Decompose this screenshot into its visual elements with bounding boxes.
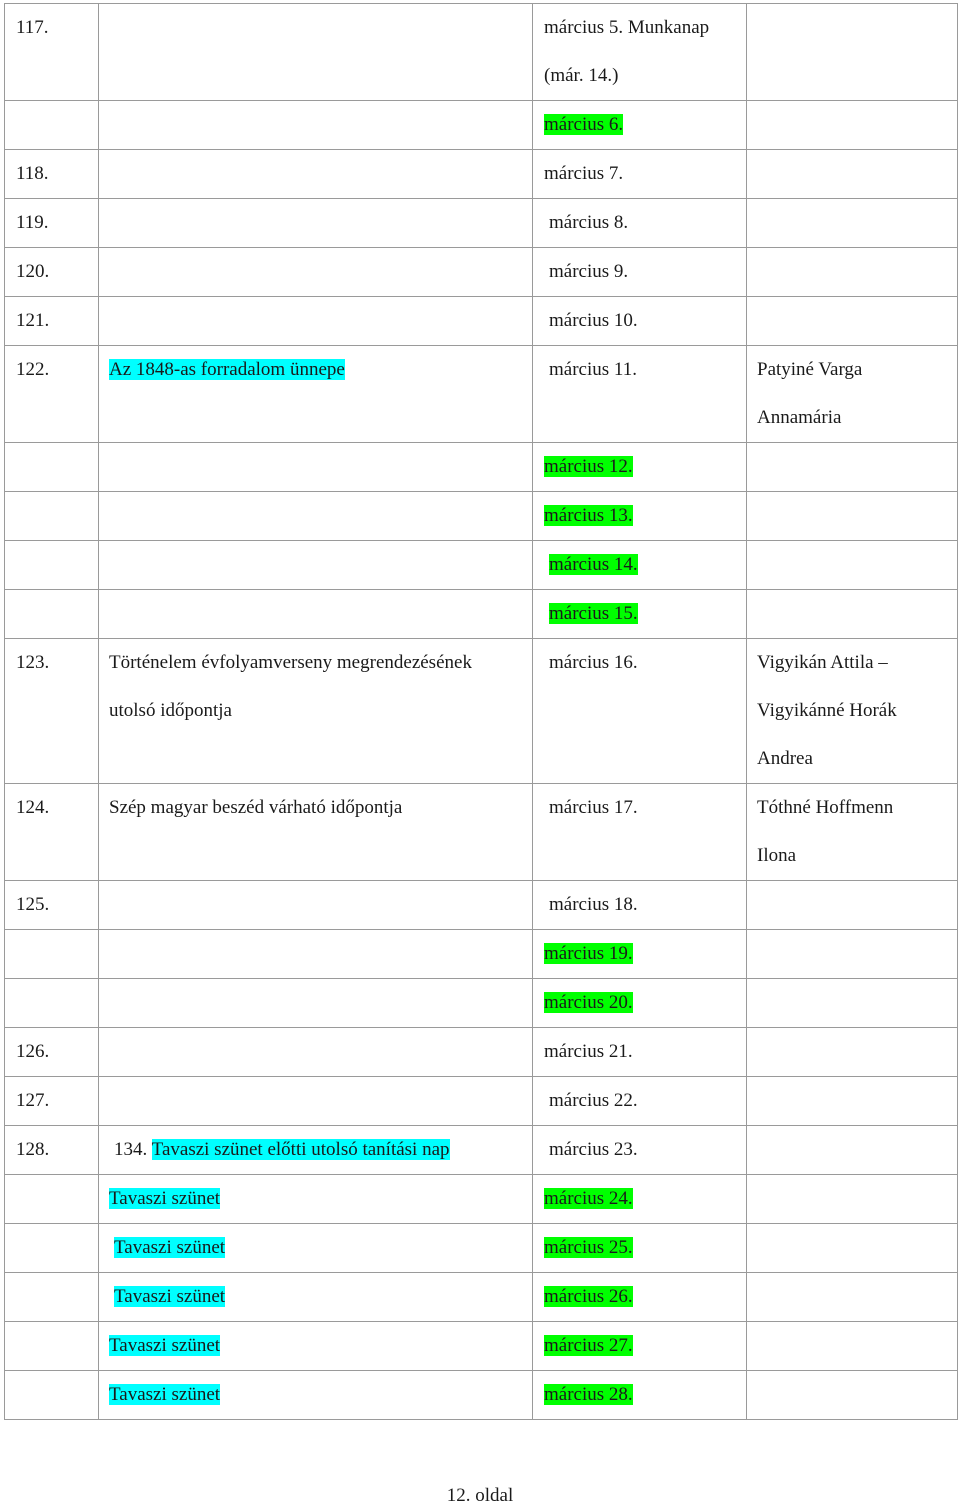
row-number: 120. <box>16 261 50 282</box>
table-row <box>5 248 958 297</box>
table-row <box>5 784 958 881</box>
date-text: március 24. <box>544 1188 633 1209</box>
table-row <box>5 492 958 541</box>
date-text: március 14. <box>549 554 638 575</box>
event-text: Tavaszi szünet <box>114 1286 226 1307</box>
date-text: március 25. <box>544 1237 633 1258</box>
date-text: március 21. <box>544 1041 633 1062</box>
row-number: 119. <box>16 212 49 233</box>
event-text: Tavaszi szünet <box>109 1384 221 1405</box>
date-text: március 28. <box>544 1384 633 1405</box>
table-row <box>5 1371 958 1420</box>
event-text: utolsó időpontja <box>109 700 232 721</box>
date-text: március 9. <box>549 261 629 282</box>
date-text: március 23. <box>549 1139 638 1160</box>
table-row <box>5 541 958 590</box>
row-number: 123. <box>16 652 50 673</box>
row-number: 125. <box>16 894 50 915</box>
date-text: március 11. <box>549 359 637 380</box>
row-number: 127. <box>16 1090 50 1111</box>
event-text: Történelem évfolyamverseny megrendezésének <box>109 652 472 673</box>
date-text: március 17. <box>549 797 638 818</box>
event-text: Az 1848-as forradalom ünnepe <box>109 359 345 380</box>
date-text: március 12. <box>544 456 633 477</box>
table-row <box>5 979 958 1028</box>
date-text: március 16. <box>549 652 638 673</box>
responsible-text: Tóthné Hoffmenn <box>757 797 894 818</box>
date-text: március 18. <box>549 894 638 915</box>
event-text: Tavaszi szünet <box>109 1335 221 1356</box>
date-text: március 20. <box>544 992 633 1013</box>
row-number: 117. <box>16 17 49 38</box>
table-row <box>5 4 958 101</box>
responsible-text: Annamária <box>757 407 842 428</box>
table-row <box>5 199 958 248</box>
table-row <box>5 1322 958 1371</box>
row-number: 121. <box>16 310 50 331</box>
event-text: Tavaszi szünet <box>114 1237 226 1258</box>
row-number: 122. <box>16 359 50 380</box>
row-number: 128. <box>16 1139 50 1160</box>
row-number: 118. <box>16 163 49 184</box>
table-row <box>5 443 958 492</box>
event-text: Szép magyar beszéd várható időpontja <box>109 797 403 818</box>
table-row <box>5 297 958 346</box>
row-number: 124. <box>16 797 50 818</box>
table-row <box>5 590 958 639</box>
row-number: 126. <box>16 1041 50 1062</box>
event-text: Tavaszi szünet <box>109 1188 221 1209</box>
date-text: március 27. <box>544 1335 633 1356</box>
event-prefix: 134. <box>114 1139 148 1160</box>
date-text: március 8. <box>549 212 629 233</box>
event-text: Tavaszi szünet előtti utolsó tanítási nap <box>151 1139 450 1160</box>
date-text: március 26. <box>544 1286 633 1307</box>
date-text: március 7. <box>544 163 624 184</box>
table-row <box>5 1126 958 1175</box>
table-row <box>5 930 958 979</box>
date-text: március 6. <box>544 114 624 135</box>
table-row <box>5 639 958 784</box>
date-text: március 10. <box>549 310 638 331</box>
table-row <box>5 1224 958 1273</box>
table-row <box>5 1028 958 1077</box>
table-row <box>5 1077 958 1126</box>
table-row <box>5 346 958 443</box>
responsible-text: Patyiné Varga <box>757 359 863 380</box>
table-row <box>5 101 958 150</box>
date-text: március 19. <box>544 943 633 964</box>
schedule-table <box>4 3 958 1420</box>
table-row <box>5 881 958 930</box>
responsible-text: Vigyikánné Horák <box>757 700 897 721</box>
table-row <box>5 1175 958 1224</box>
responsible-text: Vigyikán Attila – <box>757 652 888 673</box>
date-text: március 22. <box>549 1090 638 1111</box>
date-note: (már. 14.) <box>544 65 619 86</box>
table-row <box>5 150 958 199</box>
date-text: március 5. Munkanap <box>544 17 710 38</box>
page-number: 12. oldal <box>446 1485 514 1506</box>
date-text: március 15. <box>549 603 638 624</box>
table-row <box>5 1273 958 1322</box>
date-text: március 13. <box>544 505 633 526</box>
responsible-text: Ilona <box>757 845 797 866</box>
responsible-text: Andrea <box>757 748 813 769</box>
